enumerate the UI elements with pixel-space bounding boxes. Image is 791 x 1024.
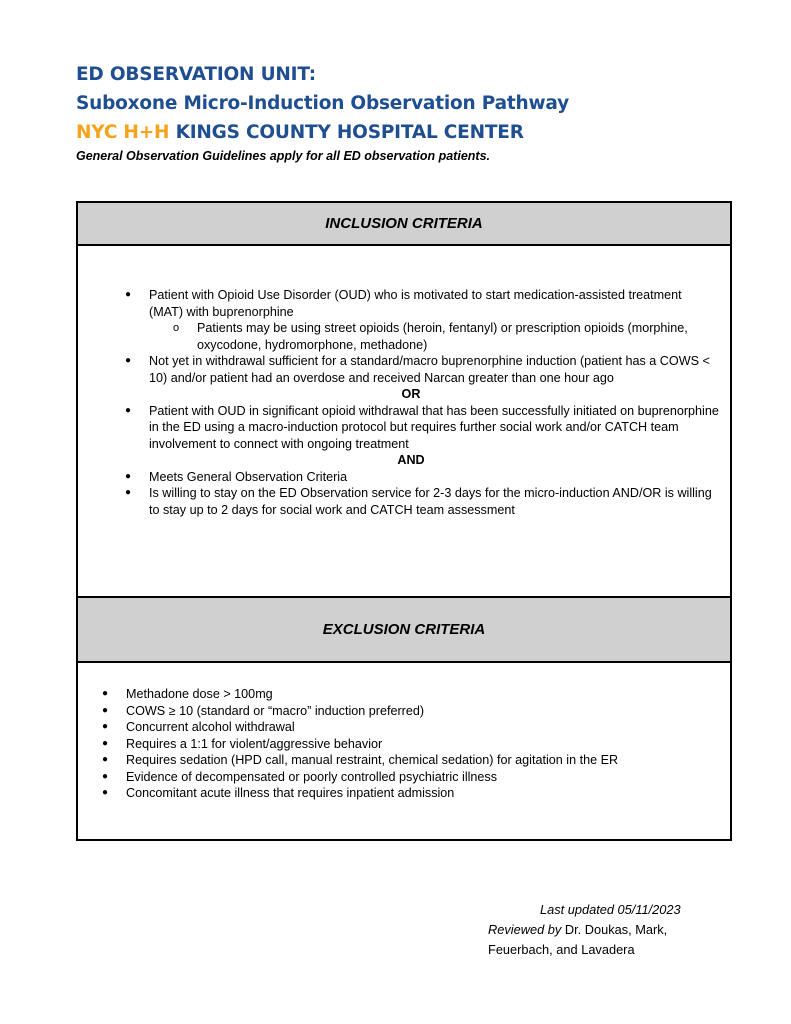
reviewer-names-2: Feuerbach, and Lavadera [488, 942, 635, 957]
pathway-title: Suboxone Micro-Induction Observation Pathway [76, 93, 569, 114]
reviewed-by-label: Reviewed by [488, 922, 562, 937]
list-item-text: Patient with Opioid Use Disorder (OUD) who is motivated to start medication-assisted treatment (MAT) with buprenorphine [149, 288, 682, 319]
bullet-icon: ● [102, 737, 109, 749]
list-item [125, 485, 719, 518]
list-item [102, 703, 706, 720]
bullet-icon: ● [102, 688, 109, 699]
document-header [76, 60, 756, 163]
bullet-icon: ● [102, 770, 109, 782]
document-footer [488, 900, 681, 960]
reviewer-names-1: Dr. Doukas, Mark, [564, 922, 668, 937]
bullet-icon: ● [125, 487, 132, 498]
bullet-icon: ● [102, 721, 109, 732]
bullet-icon: ● [125, 404, 132, 416]
exclusion-list [102, 686, 706, 802]
inclusion-criteria-heading: INCLUSION CRITERIA [78, 203, 730, 246]
list-item-text: Evidence of decompensated or poorly controlled psychiatric illness [126, 769, 498, 784]
list-item [125, 403, 719, 453]
guidelines-note: General Observation Guidelines apply for all ED observation patients. [76, 149, 490, 163]
exclusion-criteria-box [76, 596, 732, 841]
inclusion-criteria-box [76, 201, 732, 599]
bullet-icon: ● [125, 470, 132, 482]
and-separator: AND [397, 453, 425, 467]
list-item-text: Methadone dose > 100mg [126, 687, 273, 701]
list-item-text: Concomitant acute illness that requires inpatient admission [126, 786, 455, 800]
list-item-text: Meets General Observation Criteria [149, 469, 348, 484]
circle-bullet-icon: o [173, 322, 180, 334]
bullet-icon: ● [102, 754, 109, 765]
hospital-title [76, 118, 756, 147]
or-separator: OR [401, 387, 421, 401]
list-item-text: Requires a 1:1 for violent/aggressive behavior [126, 736, 383, 751]
list-item [125, 287, 719, 353]
list-item-text: Patient with OUD in significant opioid withdrawal that has been successfully initiated on buprenorphine in the ED using a macro-induction protocol but requires further social work and/or CATCH team involvement to connect with ongoing treatment [149, 403, 719, 451]
list-item [102, 719, 706, 736]
list-item-text: Requires sedation (HPD call, manual restraint, chemical sedation) for agitation in the ER [126, 753, 619, 767]
exclusion-criteria-heading: EXCLUSION CRITERIA [78, 598, 730, 663]
list-item [125, 469, 719, 486]
list-item [102, 752, 706, 769]
sub-list-item [149, 320, 719, 353]
hospital-name: KINGS COUNTY HOSPITAL CENTER [175, 122, 524, 143]
unit-title: ED OBSERVATION UNIT: [76, 64, 316, 85]
list-item [125, 353, 719, 386]
list-item-text: COWS ≥ 10 (standard or “macro” induction preferred) [126, 703, 425, 718]
org-name: NYC H+H [76, 122, 170, 143]
inclusion-list [125, 287, 719, 518]
last-updated: Last updated 05/11/2023 [540, 902, 681, 917]
list-item [102, 769, 706, 786]
list-item [102, 736, 706, 753]
bullet-icon: ● [125, 289, 132, 300]
list-item-text: Not yet in withdrawal sufficient for a standard/macro buprenorphine induction (patient has a COWS < 10) and/or patient had an overdose and received Narcan greater than one hour ago [149, 354, 710, 385]
list-item-text: Is willing to stay on the ED Observation service for 2-3 days for the micro-induction AND/OR is willing to stay up to 2 days for social work and CATCH team assessment [149, 486, 712, 517]
sub-list-item-text: Patients may be using street opioids (heroin, fentanyl) or prescription opioids (morphine, oxycodone, hydromorphone, methadone) [197, 321, 688, 352]
bullet-icon: ● [102, 704, 109, 716]
bullet-icon: ● [125, 355, 132, 366]
list-item [102, 686, 706, 703]
list-item [102, 785, 706, 802]
bullet-icon: ● [102, 787, 109, 798]
list-item-text: Concurrent alcohol withdrawal [126, 720, 295, 734]
reviewed-by [488, 920, 681, 940]
